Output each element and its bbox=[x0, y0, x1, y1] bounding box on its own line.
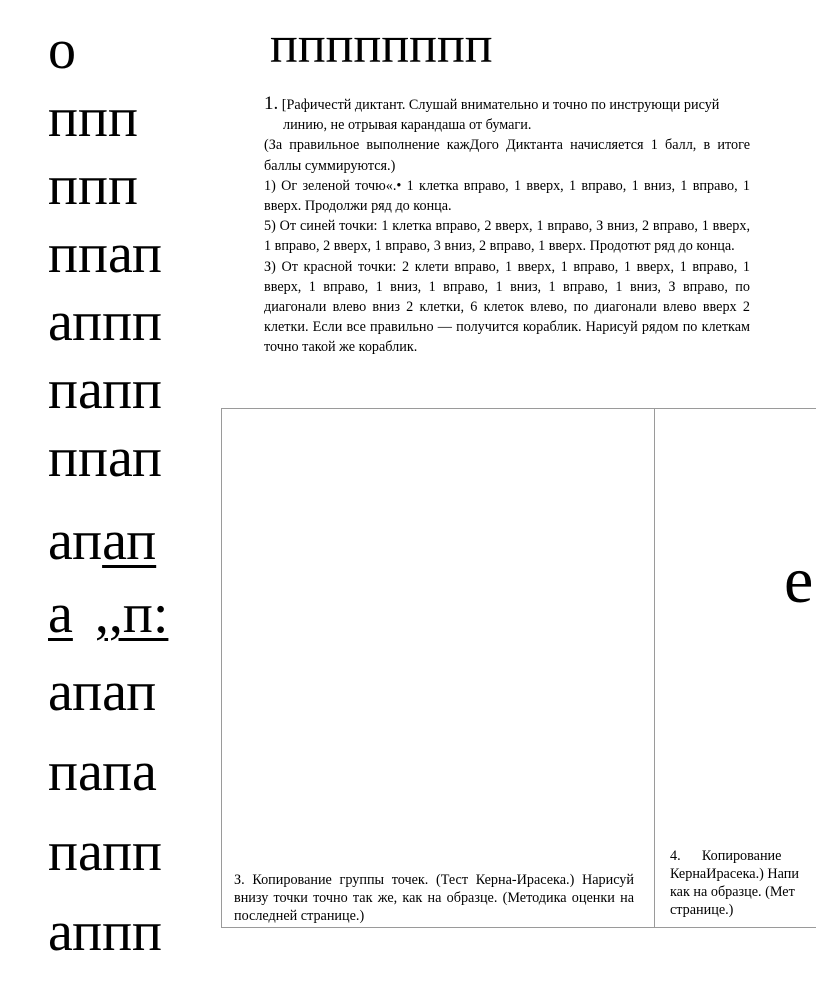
left-line-1: о bbox=[48, 19, 76, 81]
right-caption-line: КернаИрасека.) Напи bbox=[670, 866, 799, 882]
left-line-2: ппп bbox=[48, 87, 138, 149]
instruction-item-1-number: 1. bbox=[264, 93, 279, 114]
left-line-6: папп bbox=[48, 359, 163, 421]
left-line-12: папп bbox=[48, 821, 163, 883]
right-caption-line: 4. Копирование bbox=[670, 848, 782, 864]
left-line-13: аппп bbox=[48, 901, 163, 963]
left-line-8-a: ап bbox=[48, 510, 103, 572]
instruction-scoring-note: (За правильное выполнение кажДого Диктанта начисляется 1 балл, в итоге баллы суммируются.) bbox=[264, 137, 750, 174]
left-line-8-b: ап bbox=[102, 510, 157, 572]
instruction-red-dot: З) От красной точки: 2 клети вправо, 1 вверх, 1 вправо, 1 вверх, 1 вправо, 1 вверх, 1 вправо, 1 вниз, 1 вправо, 1 вниз, 1 вправо, 1 вниз, З вправо, по диагонали влево вниз 2 клетки, 6 клеток влево, по диагонали влево вверх 2 клетки. Если все правильно — получится кораблик. Нарисуй рядом по клеткам точно такой же кораблик. bbox=[264, 258, 750, 356]
table-cell-right-caption bbox=[670, 847, 816, 919]
instruction-item-1-text: [Рафичестй диктант. Слушай внимательно и точно по инструющи рисуй линию, не отрывая карандаша от бумаги. bbox=[281, 97, 720, 134]
table-cell-divider bbox=[654, 409, 655, 927]
right-caption-line: как на образце. (Мет bbox=[670, 884, 795, 900]
left-line-5: аппп bbox=[48, 291, 163, 353]
large-letter: е bbox=[784, 544, 814, 617]
worksheet-table bbox=[221, 408, 816, 928]
instructions-block bbox=[264, 94, 750, 358]
instruction-item-1 bbox=[264, 94, 750, 135]
left-line-7: ппап bbox=[48, 427, 163, 489]
left-line-4: ппап bbox=[48, 223, 163, 285]
table-cell-left-caption: З. Копирование группы точек. (Тест Керна-Ирасека.) Нарисуй внизу точки точно так же, как на образце. (Методика оценки на последней странице.) bbox=[234, 872, 634, 924]
right-caption-line: странице.) bbox=[670, 902, 734, 918]
top-title: пппппппп bbox=[270, 17, 493, 74]
left-line-10: апап bbox=[48, 661, 157, 723]
left-line-8 bbox=[48, 510, 157, 572]
left-line-9 bbox=[48, 583, 169, 645]
instruction-blue-dot: 5) От синей точки: 1 клетка вправо, 2 вверх, 1 вправо, З вниз, 2 вправо, 1 вверх, 1 вправо, 2 вверх, 1 вправо, 3 вниз, 2 вправо, 1 вверх. Продотют ряд до конца. bbox=[264, 218, 750, 255]
left-line-11: папа bbox=[48, 741, 157, 803]
instruction-green-dot: 1) Ог зеленой точю«.• 1 клетка вправо, 1 вверх, 1 вправо, 1 вниз, 1 вправо, 1 вверх. Продолжи ряд до конца. bbox=[264, 177, 750, 215]
left-line-9-b: ,,п: bbox=[94, 583, 169, 645]
left-line-3: ппп bbox=[48, 155, 138, 217]
left-line-9-a: а bbox=[48, 583, 73, 645]
